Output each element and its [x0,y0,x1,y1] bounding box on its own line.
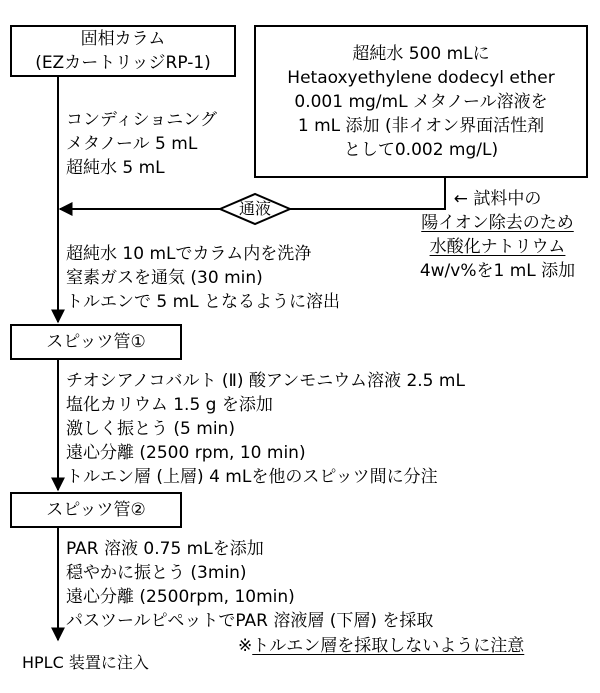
tube-1-step: 激しく振とう (5 min) [66,419,235,439]
tube-2-step: パスツールピペットでPAR 溶液層 (下層) を採取 [66,611,434,631]
warning-text: トルエン層を採取しないように注意 [252,636,525,656]
wash-step: 窒素ガスを通気 (30 min) [66,268,263,288]
tube-2-step: 遠心分離 (2500rpm, 10min) [66,587,295,607]
tube-1-step: 遠心分離 (2500 rpm, 10 min) [66,443,306,463]
wash-step: トルエンで 5 mL となるように溶出 [66,292,341,312]
sample-preparation-box [254,25,588,178]
tube-2-step: 穏やかに振とう (3min) [66,563,247,583]
tube-1-step: チオシアノコバルト (Ⅱ) 酸アンモニウム溶液 2.5 mL [66,371,465,391]
sample-box-line: 超純水 500 mLに [352,43,490,64]
column-box-line-1: 固相カラム [80,29,166,49]
tube-2-steps [66,537,433,633]
tube-1-steps [66,369,465,489]
toluene-warning [238,634,524,658]
conditioning-step: メタノール 5 mL [66,134,198,154]
wash-elution-steps [66,242,340,314]
hplc-injection-step: HPLC 装置に注入 [22,653,149,672]
tube-2-label: スピッツ管② [46,500,146,520]
wash-step: 超純水 10 mLでカラム内を洗浄 [66,244,312,264]
conditioning-step: 超純水 5 mL [66,158,165,178]
sample-box-line: Hetaoxyethylene dodecyl ether [287,67,555,88]
spitz-tube-1-box [10,324,182,360]
tube-1-step: 塩化カリウム 1.5 g を添加 [66,395,273,415]
cation-note-line: 4w/v%を1 mL 添加 [419,261,576,281]
cation-note-line: ← 試料中の [453,189,542,209]
conditioning-step: コンディショニング [66,110,217,130]
conditioning-steps [66,108,217,180]
spitz-tube-2-box [10,492,182,528]
column-box-line-2: (EZカートリッジRP-1) [35,53,211,73]
cation-removal-note [400,187,595,283]
cation-note-line: 陽イオン除去のため [421,213,574,233]
cation-note-line: 水酸化ナトリウム [429,237,566,257]
sample-box-line: 0.001 mg/mL メタノール溶液を [294,91,548,112]
pass-liquid-label: 通液 [238,199,271,218]
warning-mark: ※ [238,636,253,656]
tube-1-step: トルエン層 (上層) 4 mLを他のスピッツ間に分注 [66,467,438,487]
tube-1-label: スピッツ管① [46,332,146,352]
tube-2-step: PAR 溶液 0.75 mLを添加 [66,539,264,559]
solid-phase-column-box [10,25,236,77]
sample-box-line: として0.002 mg/L) [343,139,499,160]
sample-box-line: 1 mL 添加 (非イオン界面活性剤 [297,115,545,136]
